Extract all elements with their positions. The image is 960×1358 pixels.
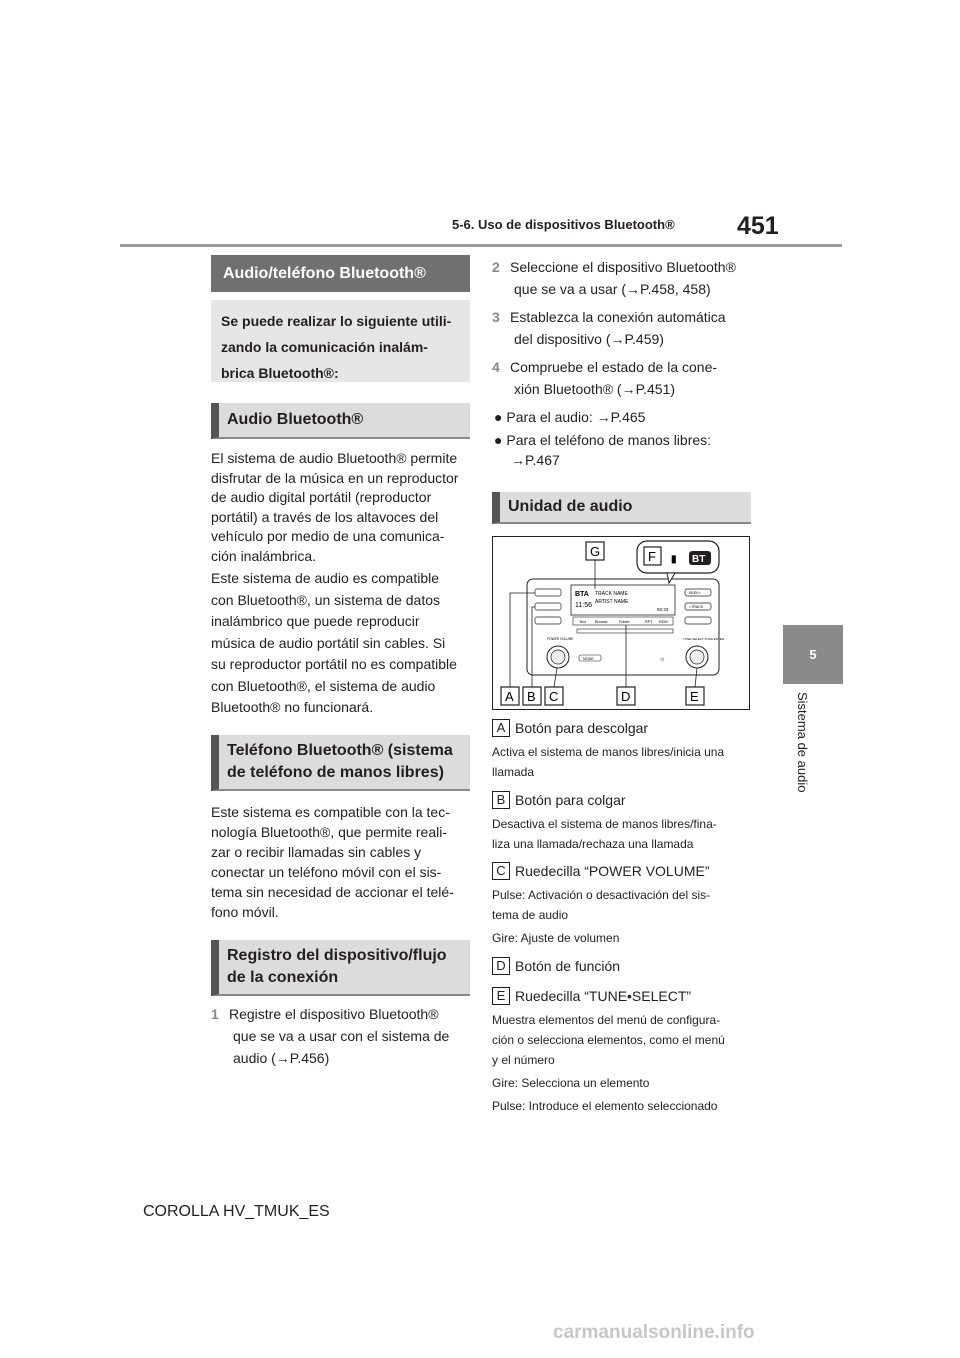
intro-line: brica Bluetooth®: bbox=[221, 365, 339, 381]
func-rdm: RDM bbox=[659, 620, 668, 624]
item-title: Botón para colgar bbox=[515, 792, 626, 808]
bullet-audio bbox=[494, 407, 756, 427]
chapter-tab: 5 bbox=[783, 625, 843, 684]
step-4 bbox=[492, 356, 754, 400]
label-box: E bbox=[492, 987, 510, 1005]
text-line: con Bluetooth®, un sistema de datos bbox=[211, 591, 441, 608]
item-b bbox=[492, 790, 754, 854]
settings-icon: ☼ bbox=[659, 656, 666, 663]
text-line: xión Bluetooth® (→P.451) bbox=[514, 381, 676, 397]
text-line: Bluetooth® no funcionará. bbox=[211, 699, 374, 715]
text-line: fono móvil. bbox=[211, 904, 279, 920]
section-title: 5-6. Uso de dispositivos Bluetooth® bbox=[452, 217, 675, 232]
item-desc: Pulse: Activación o desactivación del sis- bbox=[492, 888, 711, 902]
heading-audio-telefono: Audio/teléfono Bluetooth® bbox=[211, 255, 470, 292]
mode-label: MODE bbox=[583, 657, 594, 661]
header-rule bbox=[120, 244, 842, 247]
intro-line: zando la comunicación inalám- bbox=[221, 339, 428, 355]
bullet-icon: ● bbox=[494, 432, 503, 448]
seek-label: SEEK> bbox=[689, 591, 701, 595]
item-desc: liza una llamada/rechaza una llamada bbox=[492, 837, 694, 851]
text-line: El sistema de audio Bluetooth® permite bbox=[211, 450, 458, 466]
text-line: ción inalámbrica. bbox=[211, 547, 317, 564]
text-line: Este sistema de audio es compatible bbox=[211, 570, 440, 586]
callout-e: E bbox=[690, 689, 699, 704]
text-line: Establezca la conexión automática bbox=[510, 309, 726, 325]
heading-audio-bluetooth: Audio Bluetooth® bbox=[211, 403, 470, 439]
text-line: portátil) a través de los altavoces del bbox=[211, 508, 439, 525]
text-line: Seleccione el dispositivo Bluetooth® bbox=[510, 259, 736, 275]
heading-telefono-bluetooth bbox=[211, 735, 470, 791]
step-2 bbox=[492, 256, 754, 300]
paragraph-audio-2 bbox=[211, 568, 473, 719]
display-time: 50:33 bbox=[657, 607, 669, 612]
text-line: que se va a usar (→P.458, 458) bbox=[514, 281, 711, 297]
power-label: POWER VOLUME bbox=[547, 637, 574, 641]
text-line: disfrutar de la música en un reproductor bbox=[211, 469, 459, 486]
text-line: →P.467 bbox=[511, 452, 560, 468]
display-source: BTA bbox=[575, 591, 589, 598]
text-line: Este sistema es compatible con la tec- bbox=[211, 804, 450, 820]
bullet-icon: ● bbox=[494, 409, 503, 425]
func-browse: Browse bbox=[595, 620, 608, 624]
text-line: Compruebe el estado de la cone- bbox=[510, 359, 718, 375]
text-line: que se va a usar con el sistema de bbox=[233, 1028, 450, 1044]
heading-line: Teléfono Bluetooth® (sistema bbox=[227, 742, 453, 759]
item-c bbox=[492, 861, 754, 948]
text-line: Para el teléfono de manos libres: bbox=[506, 432, 712, 448]
step-number: 3 bbox=[492, 309, 500, 325]
item-a bbox=[492, 718, 754, 782]
text-line: Registre el dispositivo Bluetooth® bbox=[229, 1006, 439, 1022]
callout-d: D bbox=[621, 689, 631, 704]
heading-line: de la conexión bbox=[227, 969, 339, 986]
item-d bbox=[492, 956, 754, 976]
text-line: Para el audio: →P.465 bbox=[506, 409, 646, 425]
footer-code: COROLLA HV_TMUK_ES bbox=[143, 1203, 330, 1220]
item-desc: Gire: Ajuste de volumen bbox=[492, 931, 620, 945]
callout-c: C bbox=[549, 689, 559, 704]
text-line: zar o recibir llamadas sin cables y bbox=[211, 844, 422, 860]
item-title: Botón de función bbox=[515, 958, 621, 974]
text-line: vehículo por medio de una comunica- bbox=[211, 528, 445, 544]
text-line: de audio digital portátil (reproductor bbox=[211, 489, 432, 505]
item-desc: Gire: Selecciona un elemento bbox=[492, 1076, 650, 1090]
text-line: conectar un teléfono móvil con el sis- bbox=[211, 864, 442, 880]
step-number: 2 bbox=[492, 259, 500, 275]
watermark: carmanualsonline.info bbox=[553, 1322, 755, 1343]
intro-line: Se puede realizar lo siguiente utili- bbox=[221, 313, 452, 329]
item-desc: Desactiva el sistema de manos libres/fina- bbox=[492, 817, 717, 831]
text-line: nología Bluetooth®, que permite reali- bbox=[211, 824, 448, 840]
item-e bbox=[492, 986, 754, 1116]
audio-unit-figure bbox=[492, 536, 750, 710]
text-line: audio (→P.456) bbox=[233, 1050, 330, 1066]
tune-label: TUNE·SELECT PUSH ENTER bbox=[683, 637, 724, 641]
callout-a: A bbox=[505, 689, 514, 704]
item-desc: Activa el sistema de manos libres/inicia una bbox=[492, 745, 725, 759]
step-number: 1 bbox=[211, 1006, 219, 1022]
func-folder: Folder bbox=[619, 620, 630, 624]
item-desc: y el número bbox=[492, 1053, 555, 1067]
step-3 bbox=[492, 306, 754, 350]
bullet-telefono bbox=[494, 430, 756, 470]
callout-b: B bbox=[527, 689, 536, 704]
text-line: tema sin necesidad de accionar el telé- bbox=[211, 884, 454, 900]
text-line: música de audio portátil sin cables. Si bbox=[211, 634, 446, 651]
item-title: Ruedecilla “POWER VOLUME” bbox=[515, 863, 710, 879]
step-number: 4 bbox=[492, 359, 500, 375]
page-number: 451 bbox=[737, 212, 779, 240]
heading-line: de teléfono de manos libres) bbox=[227, 764, 444, 781]
heading-line: Registro del dispositivo/flujo bbox=[227, 947, 447, 964]
display-artist: ARTIST NAME bbox=[595, 599, 629, 605]
callout-g: G bbox=[590, 544, 601, 559]
label-box: B bbox=[492, 791, 510, 809]
text-line: con Bluetooth®, el sistema de audio bbox=[211, 677, 436, 694]
bt-icon: BT bbox=[692, 554, 706, 565]
item-desc: Pulse: Introduce el elemento seleccionado bbox=[492, 1099, 718, 1113]
display-track: TRACK NAME bbox=[595, 591, 628, 597]
callout-f: F bbox=[648, 549, 656, 564]
item-title: Botón para descolgar bbox=[515, 720, 649, 736]
item-desc: ción o selecciona elementos, como el menú bbox=[492, 1033, 725, 1047]
func-text: Text bbox=[579, 620, 586, 624]
track-label: <TRACK bbox=[689, 605, 704, 609]
intro-box bbox=[211, 300, 470, 382]
paragraph-telefono bbox=[211, 802, 473, 922]
label-box: D bbox=[492, 957, 510, 975]
heading-registro bbox=[211, 940, 470, 996]
item-desc: Muestra elementos del menú de configura- bbox=[492, 1013, 721, 1027]
text-line: inalámbrico que puede reproducir bbox=[211, 613, 420, 629]
item-desc: llamada bbox=[492, 765, 535, 779]
audio-unit-drawing bbox=[493, 537, 749, 709]
label-box: A bbox=[492, 719, 510, 737]
label-box: C bbox=[492, 862, 510, 880]
step-1 bbox=[211, 1003, 473, 1069]
func-rpt: RPT bbox=[645, 620, 653, 624]
display-clock: 11:56 bbox=[575, 602, 592, 609]
text-line: su reproductor portátil no es compatible bbox=[211, 656, 457, 672]
paragraph-audio-1 bbox=[211, 449, 473, 566]
item-desc: tema de audio bbox=[492, 908, 569, 922]
item-title: Ruedecilla “TUNE•SELECT” bbox=[515, 988, 692, 1004]
heading-unidad-audio: Unidad de audio bbox=[492, 492, 751, 524]
signal-icon: ▮ bbox=[671, 554, 677, 565]
text-line: del dispositivo (→P.459) bbox=[514, 331, 664, 347]
chapter-label: Sistema de audio bbox=[795, 692, 810, 793]
